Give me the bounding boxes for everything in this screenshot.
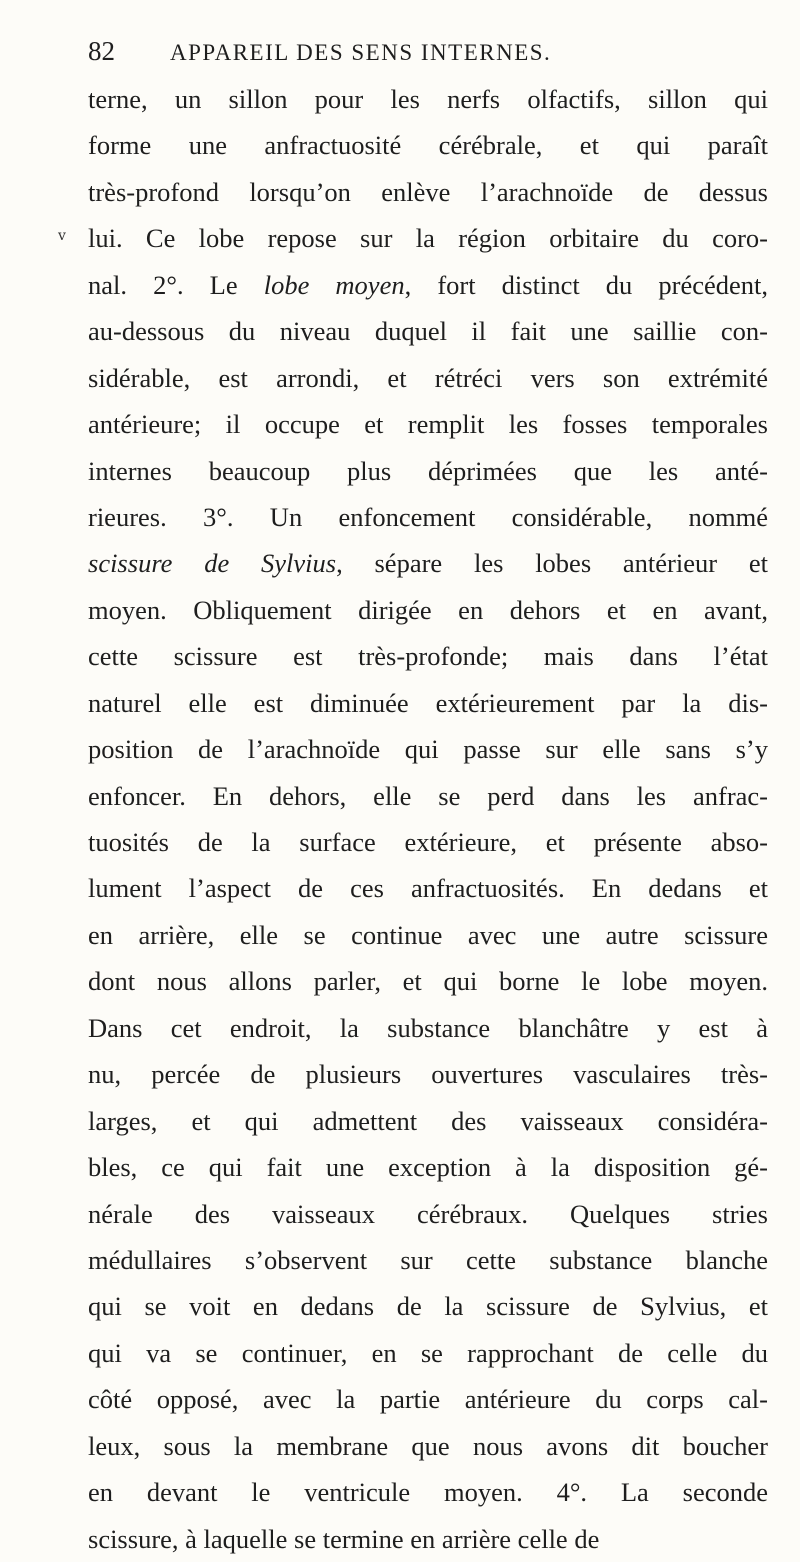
running-head: APPAREIL DES SENS INTERNES.: [170, 40, 552, 65]
text-line: au-dessous du niveau duquel il fait une saillie con-: [88, 316, 768, 347]
text-line: bles, ce qui fait une exception à la disposition gé-: [88, 1152, 768, 1183]
text-line: leux, sous la membrane que nous avons dit boucher: [88, 1430, 768, 1461]
text-line: qui va se continuer, en se rapprochant de celle du: [88, 1337, 768, 1368]
text-run: nal. 2°. Le: [88, 269, 264, 300]
text-line: lument l’aspect de ces anfractuosités. En dedans et: [88, 873, 768, 904]
text-line: rieures. 3°. Un enfoncement considérable, nommé: [88, 501, 768, 532]
margin-mark: v: [58, 228, 66, 244]
text-line: très-profond lorsqu’on enlève l’arachnoïde de dessus: [88, 176, 768, 207]
text-run: , fort distinct du précédent,: [404, 269, 768, 300]
text-line: position de l’arachnoïde qui passe sur elle sans s’y: [88, 734, 768, 765]
italic-term-lobe-moyen: lobe moyen: [263, 269, 405, 300]
page-number: 82: [88, 36, 115, 66]
text-line: dont nous allons parler, et qui borne le lobe moyen.: [88, 966, 768, 997]
text-line: nérale des vaisseaux cérébraux. Quelques stries: [88, 1198, 768, 1229]
text-line: qui se voit en dedans de la scissure de Sylvius, et: [88, 1291, 768, 1322]
text-line: antérieure; il occupe et remplit les fosses temporales: [88, 409, 768, 440]
text-line: sidérable, est arrondi, et rétréci vers son extrémité: [88, 362, 768, 393]
text-line: en devant le ventricule moyen. 4°. La seconde: [88, 1477, 768, 1508]
text-run: , sépare les lobes antérieur et: [336, 548, 768, 579]
text-line: [88, 262, 768, 308]
text-line: tuosités de la surface extérieure, et présente abso-: [88, 827, 768, 857]
text-line: en arrière, elle se continue avec une autre scissure: [88, 919, 768, 950]
text-line: scissure, à laquelle se termine en arrière celle de: [88, 1523, 600, 1554]
text-line: côté opposé, avec la partie antérieure du corps cal-: [88, 1384, 768, 1415]
italic-term-scissure-de-sylvius: scissure de Sylvius: [88, 548, 337, 579]
text-line: internes beaucoup plus déprimées que les anté-: [88, 455, 768, 486]
text-line: cette scissure est très-profonde; mais dans l’état: [88, 641, 768, 672]
text-line: moyen. Obliquement dirigée en dehors et en avant,: [88, 594, 768, 625]
text-line: [88, 540, 768, 586]
text-line: terne, un sillon pour les nerfs olfactifs, sillon qui: [88, 84, 768, 114]
text-line: enfoncer. En dehors, elle se perd dans les anfrac-: [88, 780, 768, 811]
text-line: naturel elle est diminuée extérieurement par la dis-: [88, 687, 768, 718]
text-line: larges, et qui admettent des vaisseaux considéra-: [88, 1105, 768, 1136]
text-line: lui. Ce lobe repose sur la région orbitaire du coro-: [88, 223, 768, 254]
text-line: forme une anfractuosité cérébrale, et qui paraît: [88, 130, 768, 161]
body-text: [88, 76, 768, 1562]
text-line: nu, percée de plusieurs ouvertures vasculaires très-: [88, 1059, 768, 1090]
text-line: médullaires s’observent sur cette substance blanche: [88, 1244, 768, 1275]
page-header: [88, 36, 728, 76]
text-line: Dans cet endroit, la substance blanchâtre y est à: [88, 1012, 768, 1043]
